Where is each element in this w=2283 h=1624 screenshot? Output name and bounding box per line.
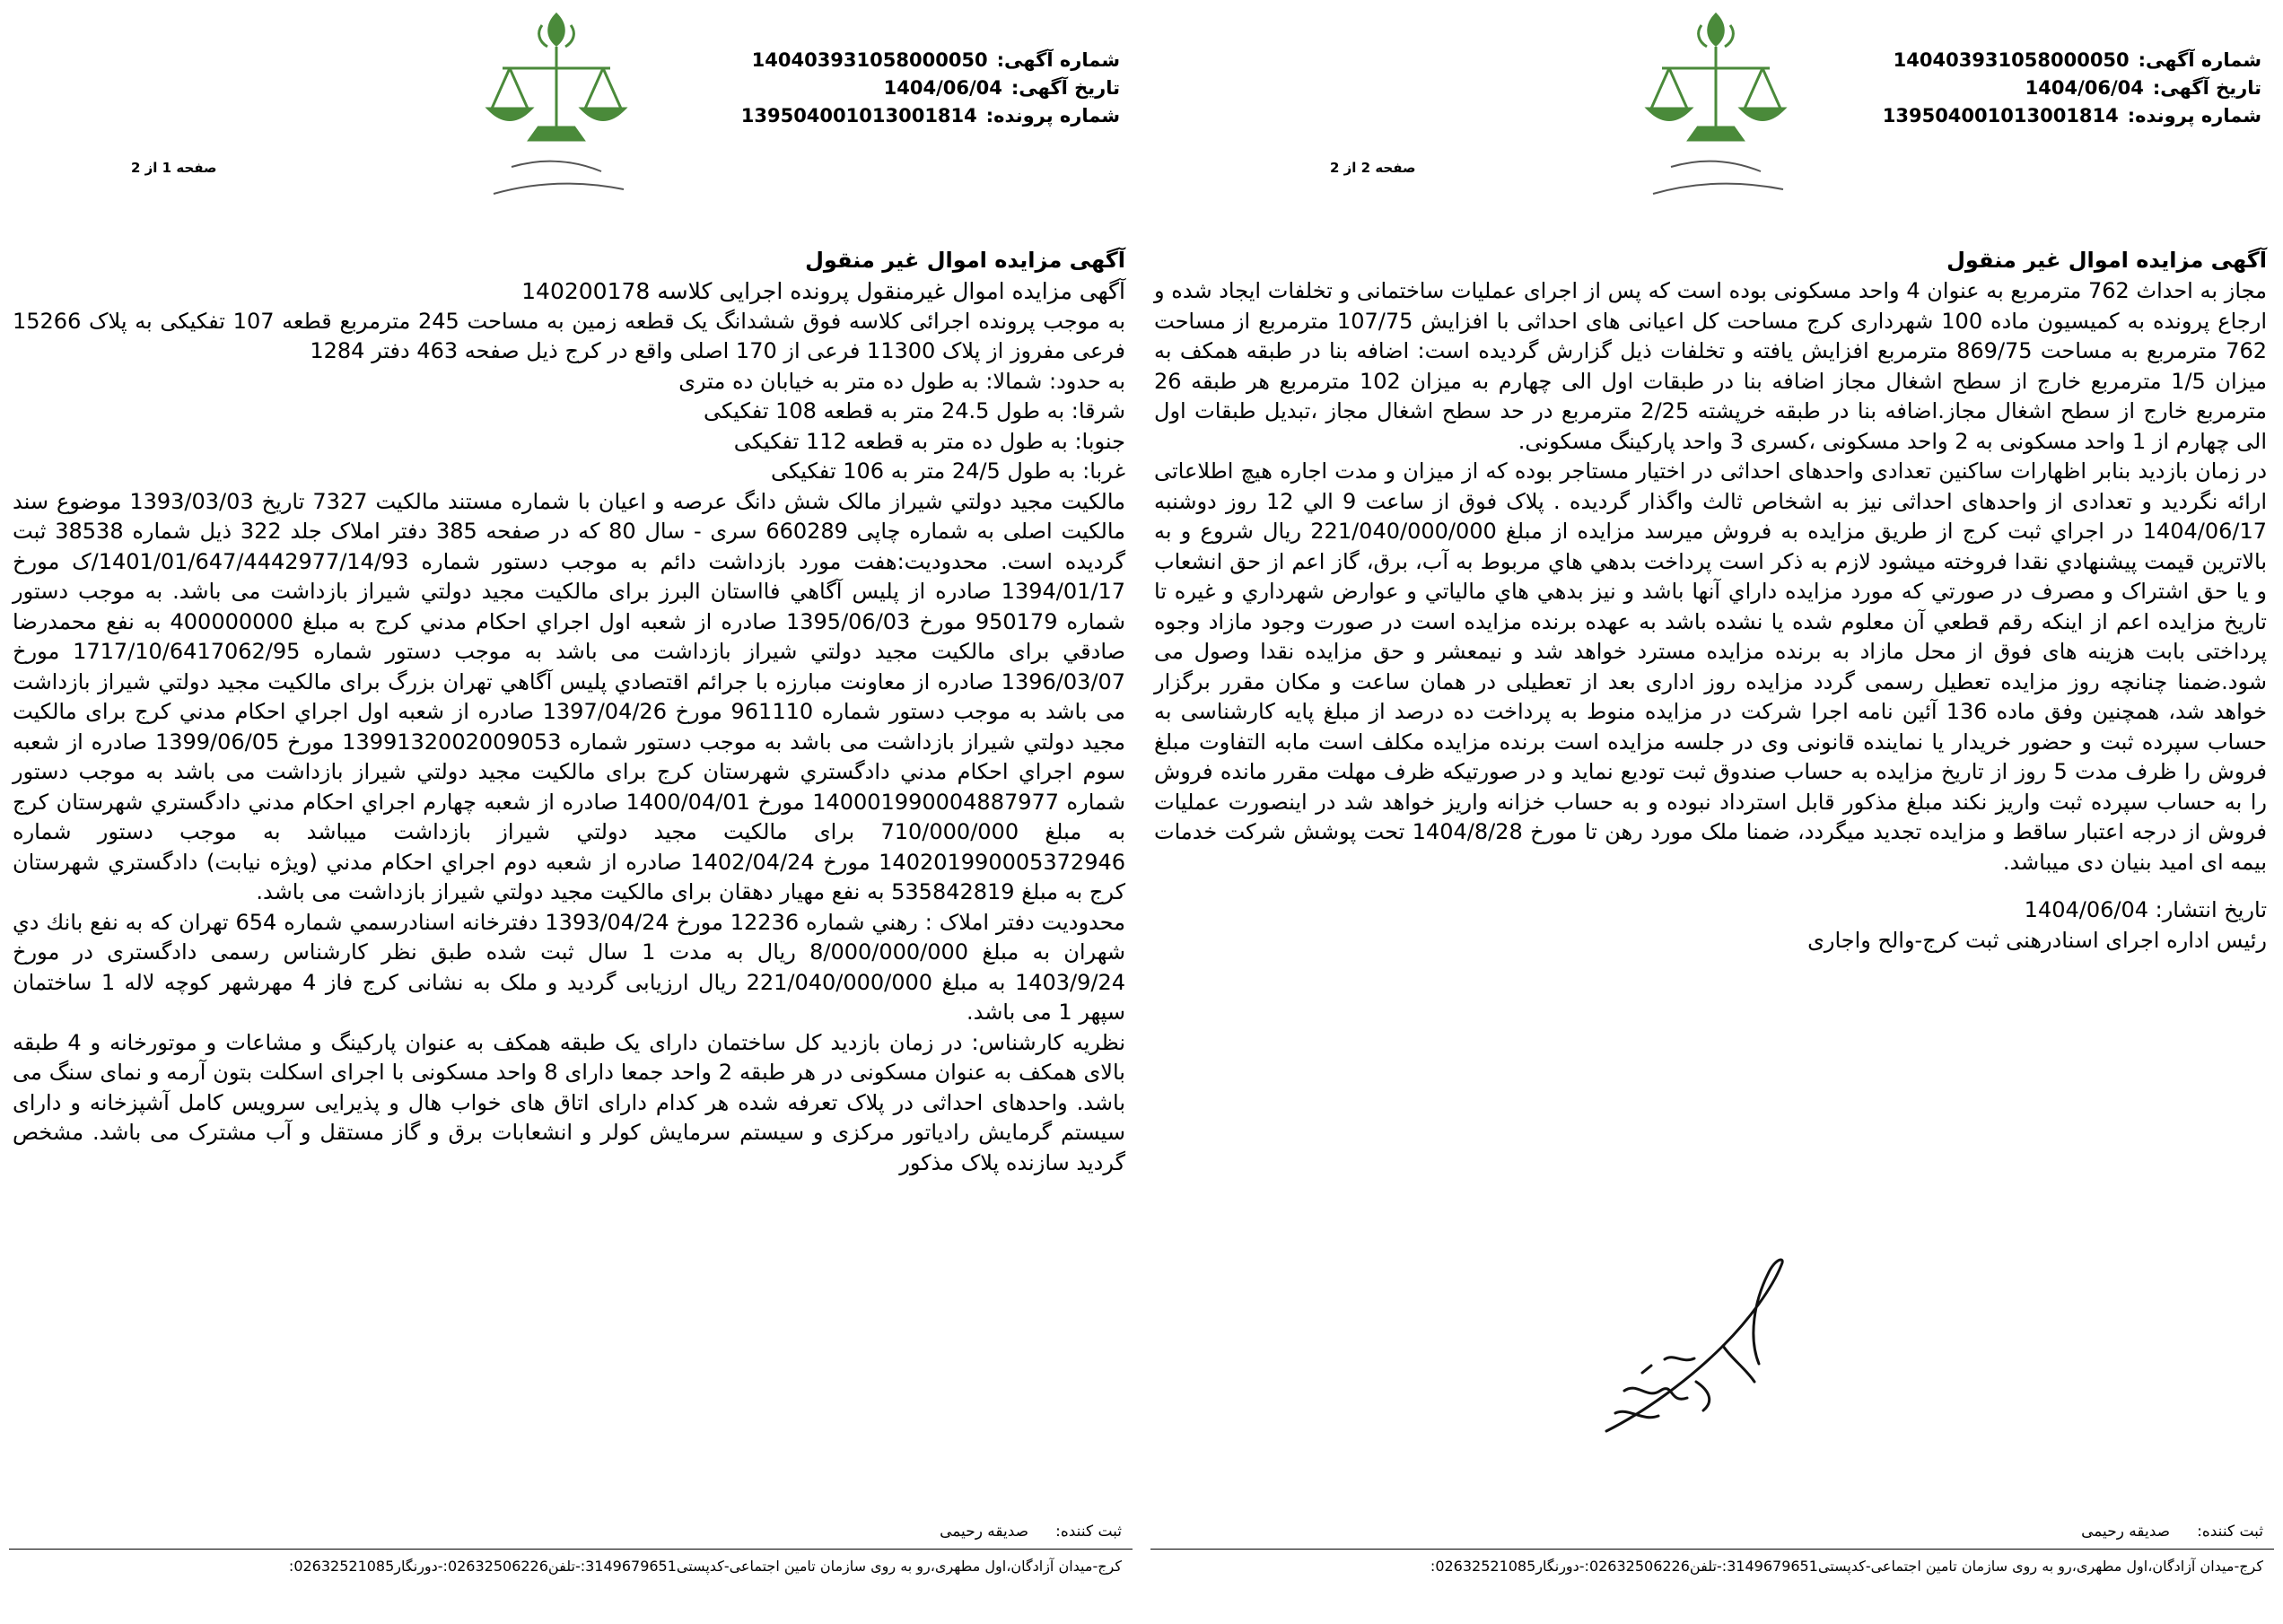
ad-meta — [716, 47, 1120, 130]
footer-divider — [9, 1549, 1133, 1550]
page-title: آگهی مزایده اموال غیر منقول — [805, 248, 1125, 273]
paragraph: در زمان بازدید بنابر اظهارات ساکنین تعدادی واحدهای احداثی در اختیار مستاجر بوده که از میزان و مدت اجاره هیچ اطلاعاتی ارائه نگردید و تعدادی از واحدهای احداثی نیز به اشخاص ثالث واگذار گردیده . پلاک فوق از ساعت 9 الي 12 روز دوشنبه 1404/06/17 در اجراي ثبت کرج از طریق مزایده به فروش میرسد مزایده از مبلغ 221/040/000/000 ریال شروع و به بالاترین قیمت پیشنهادي نقدا فروخته میشود لازم به ذکر است پرداخت بدهي هاي مربوط به آب، برق، گاز اعم از حق انشعاب و یا حق اشتراک و مصرف در صورتي که مورد مزایده داراي آنها باشد و نیز بدهي هاي مالیاتي و عوارض شهرداري و غیره تا تاریخ مزایده اعم از اینکه رقم قطعي آن معلوم شده یا نشده باشد به عهده برنده مزایده است در صورت وجود مازاد وجوه پرداختی بابت هزینه های فوق از محل مازاد به برنده مزایده مسترد خواهد شد و نیمعشر و حق مزایده نقدا وصول می شود.ضمنا چنانچه روز مزایده تعطیل رسمی گردد مزایده روز اداری بعد از تعطیلی در همان ساعت و مکان مقرر برگزار خواهد شد، همچنین وفق ماده 136 آئین نامه اجرا شرکت در مزایده منوط به پرداخت ده درصد از مبلغ پایه کارشناسی به حساب سپرده ثبت و حضور خریدار یا نماینده قانونی وی در جلسه مزایده است برنده مزایده مکلف است مابه التفاوت مبلغ فروش را ظرف مدت 5 روز از تاریخ مزایده به حساب صندوق ثبت تودیع نماید و در صورتیکه ظرف مهلت مقرر مانده فروش را به حساب سپرده ثبت واریز نکند مبلغ مذکور قابل استرداد نبوده و به حساب خزانه واریز خواهد شد در اینصورت عملیات فروش از درجه اعتبار ساقط و مزایده تجدید میگردد، ضمنا ملک مورد رهن تا مورخ 1404/8/28 تحت پوشش شرکت خدمات بیمه ای امید بنیان دی میباشد. — [1154, 458, 2268, 875]
signature-block — [1154, 895, 2267, 956]
registrar-name: صدیقه رحیمی — [940, 1523, 1029, 1541]
file-number: 139504001013001814 — [1882, 105, 2119, 127]
ad-date: 1404/06/04 — [2025, 77, 2144, 99]
boundary-east: شرقا: به طول 24.5 متر به قطعه 108 تفکیکی — [703, 398, 1125, 423]
publish-date: تاریخ انتشار: 1404/06/04 — [2024, 897, 2267, 922]
ad-date-row: تاریخ آگهی:1404/06/04 — [883, 77, 1120, 99]
ad-number: 140403931058000050 — [751, 49, 988, 71]
registrar-name: صدیقه رحیمی — [2081, 1523, 2171, 1541]
paragraph: نظریه کارشناس: در زمان بازدید کل ساختمان دارای یک طبقه همکف به عنوان پارکینگ و مشاعات و موتورخانه و 4 طبقه بالای همکف به عنوان مسکونی در هر طبقه 2 واحد جمعا دارای 8 واحد مسکونی با اجرای اسکلت بتون آرمه و نمای سنگ می باشد. واحدهای احداثی در پلاک تعرفه شده هر کدام دارای اتاق های خواب هال و پذیرایی سرویس کامل آشپزخانه و دارای سیستم گرمایش رادیاتور مرکزی و سیستم سرمایش کولر و انشعابات برق و گاز مستقل و آب مشترک می باشد. مشخص گردید سازنده پلاک مذکور — [13, 1029, 1125, 1175]
page-body — [1154, 276, 2267, 956]
paragraph: به موجب پرونده اجرائی کلاسه فوق ششدانگ یک قطعه زمین به مساحت 245 مترمربع قطعه 107 تفکیکی به پلاک 15266 فرعی مفروز از پلاک 11300 فرعی از 170 اصلی واقع در کرج ذیل صفحه 463 دفتر 1284 — [13, 308, 1126, 363]
page-number: صفحه 1 از 2 — [131, 160, 217, 176]
signer-title: رئیس اداره اجرای اسنادرهنی ثبت کرج-والح واجاری — [1807, 927, 2267, 953]
page-body — [13, 276, 1125, 1178]
ad-date: 1404/06/04 — [883, 77, 1002, 99]
ad-number: 140403931058000050 — [1893, 49, 2130, 71]
page-number: صفحه 2 از 2 — [1330, 160, 1416, 176]
file-number: 139504001013001814 — [740, 105, 977, 127]
paragraph: محدودیت دفتر املاک : رهني شماره 12236 مورخ 1393/04/24 دفترخانه اسنادرسمي شماره 654 تهران که به نفع بانك دي شهران به مبلغ 8/000/000/000 ریال به مدت 1 سال ثبت شده طبق نظر کارشناس رسمی دادگستری در مورخ 1403/9/24 به مبلغ 221/040/000/000 ریال ارزیابی گردید و ملک به نشانی کرج فاز 4 مهرشهر کوچه لاله 1 ساختمان سپهر 1 می باشد. — [13, 909, 1126, 1025]
ad-number-row: شماره آگهی:140403931058000050 — [751, 49, 1120, 71]
footer-address: کرج-میدان آزادگان،اول مطهری،رو به روی سازمان تامین اجتماعی-کدپستی3149679651:-تلفن02632506226:-دورنگار02632521085: — [1430, 1558, 2263, 1575]
handwritten-signature — [1588, 1247, 1822, 1445]
page-title: آگهی مزایده اموال غیر منقول — [1946, 248, 2267, 273]
file-number-row: شماره پرونده:139504001013001814 — [740, 105, 1120, 127]
footer-divider — [1150, 1549, 2274, 1550]
judiciary-emblem-icon — [1626, 5, 1806, 212]
judiciary-emblem-icon — [467, 5, 646, 212]
paragraph: مالکیت مجید دولتي شیراز مالک شش دانگ عرصه و اعیان با شماره مستند مالکیت 7327 تاریخ 1393/03/03 موضوع سند مالکیت اصلی به شماره چاپی 660289 سری - سال 80 که در صفحه 385 دفتر املاک جلد 322 ذیل شماره 38538 ثبت گردیده است. محدودیت:هفت مورد بازداشت دائم به موجب دستور شماره 1401/01/647/4442977/14/93/ک مورخ 1394/01/17 صادره از پلیس آگاهي فااستان البرز برای مالکیت مجید دولتي شیراز بازداشت می باشد. به موجب دستور شماره 950179 مورخ 1395/06/03 صادره از شعبه اول اجراي احكام مدني كرج به مبلغ 400000000 به نفع محمدرضا صادقي برای مالکیت مجید دولتي شیراز بازداشت می باشد به موجب دستور شماره 1717/10/6417062/95 مورخ 1396/03/07 صادره از معاونت مبارزه با جرائم اقتصادي پلیس آگاهي تهران بزرگ برای مالکیت مجید دولتي شیراز بازداشت می باشد به موجب دستور شماره 961110 مورخ 1397/04/26 صادره از شعبه اول اجراي احكام مدني كرج برای مالکیت مجید دولتي شیراز بازداشت می باشد به موجب دستور شماره 1399132002009053 مورخ 1399/06/05 صادره از شعبه سوم اجراي احكام مدني دادگستري شهرستان كرج برای مالکیت مجید دولتي شیراز بازداشت می باشد به موجب دستور شماره 140001990004887977 مورخ 1400/04/01 صادره از شعبه چهارم اجراي احكام مدني دادگستري شهرستان كرج به مبلغ 710/000/000 برای مالکیت مجید دولتي شیراز بازداشت میباشد به موجب دستور شماره 140201990005372946 مورخ 1402/04/24 صادره از شعبه دوم اجراي احكام مدني (ویژه نیابت) دادگستري شهرستان كرج به مبلغ 535842819 به نفع مهیار دهقان برای مالکیت مجید دولتي شیراز بازداشت می باشد. — [13, 488, 1126, 904]
boundary-west: غربا: به طول 24/5 متر به 106 تفکیکی — [771, 458, 1125, 484]
registrar: ثبت کننده:صدیقه رحیمی — [2081, 1523, 2263, 1541]
registrar: ثبت کننده:صدیقه رحیمی — [940, 1523, 1122, 1541]
case-subtitle: آگهی مزایده اموال غیرمنقول پرونده اجرایی کلاسه 140200178 — [521, 278, 1125, 304]
boundary-south: جنوبا: به طول ده متر به قطعه 112 تفکیکی — [733, 428, 1125, 454]
ad-meta — [1858, 47, 2261, 130]
file-number-row: شماره پرونده:139504001013001814 — [1882, 105, 2261, 127]
boundary-north: به حدود: شمالا: به طول ده متر به خیابان ده متری — [678, 368, 1125, 394]
footer-address: کرج-میدان آزادگان،اول مطهری،رو به روی سازمان تامین اجتماعی-کدپستی3149679651:-تلفن02632506226:-دورنگار02632521085: — [288, 1558, 1122, 1575]
ad-date-row: تاریخ آگهی:1404/06/04 — [2025, 77, 2261, 99]
ad-number-row: شماره آگهی:140403931058000050 — [1893, 49, 2261, 71]
paragraph: مجاز به احداث 762 مترمربع به عنوان 4 واحد مسکونی بوده است که پس از اجرای عملیات ساختمانی و تخلفات ایجاد شده و ارجاع پرونده به کمیسیون ماده 100 شهرداری کرج مساحت کل اعیانی های احداثی با افزایش 107/75 مترمربع از مساحت 762 مترمربع به مساحت 869/75 مترمربع افزایش یافته و تخلفات ذیل گزارش گردیده است: اضافه بنا در طبقه همکف به میزان 1/5 مترمربع خارج از سطح اشغال مجاز اضافه بنا در طبقات اول الی چهارم به میزان 102 مترمربع هر طبقه 26 مترمربع خارج از سطح اشغال مجاز.اضافه بنا در طبقه خرپشته 2/25 مترمربع در حد سطح اشغال مجاز ،تبدیل طبقات اول الی چهارم از 1 واحد مسکونی به 2 واحد مسکونی ،کسری 3 واحد پارکینگ مسکونی. — [1154, 278, 2268, 454]
